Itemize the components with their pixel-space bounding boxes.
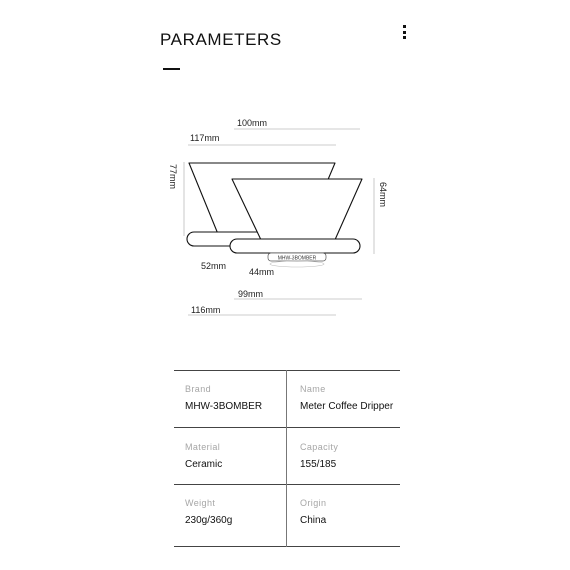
spec-value: China	[300, 515, 327, 526]
dim-label-base-large: 52mm	[201, 261, 227, 271]
dim-label-bottom-small: 99mm	[238, 289, 264, 299]
table-divider	[174, 370, 400, 371]
spec-weight	[185, 498, 232, 526]
spec-label: Capacity	[300, 442, 339, 452]
spec-label: Brand	[185, 384, 212, 394]
spec-name	[300, 384, 393, 412]
spec-label: Name	[300, 384, 326, 394]
spec-label: Origin	[300, 498, 327, 508]
spec-material	[185, 442, 222, 470]
dim-label-height-small: 64mm	[378, 182, 388, 208]
dim-label-bottom-large: 116mm	[191, 305, 221, 315]
table-divider	[174, 427, 400, 428]
spec-value: 155/185	[300, 459, 337, 470]
table-divider	[174, 484, 400, 485]
spec-value: Meter Coffee Dripper	[300, 401, 394, 412]
dripper-base-label: MHW-3BOMBER	[277, 255, 317, 262]
dim-label-top-large: 117mm	[190, 133, 220, 143]
page-title: PARAMETERS	[160, 30, 282, 49]
spec-brand	[185, 384, 262, 412]
table-column-divider	[286, 370, 287, 547]
table-divider	[174, 546, 400, 547]
spec-value: MHW-3BOMBER	[185, 401, 263, 412]
spec-value: 230g/360g	[185, 515, 233, 526]
dim-label-top-small: 100mm	[237, 118, 268, 128]
spec-capacity	[300, 442, 338, 470]
spec-label: Material	[185, 442, 221, 452]
dim-label-base-small: 44mm	[249, 267, 275, 277]
spec-origin	[300, 498, 326, 526]
dim-label-height-large: 77mm	[168, 164, 178, 190]
spec-label: Weight	[185, 498, 216, 508]
spec-table	[174, 370, 400, 547]
spec-value: Ceramic	[185, 459, 223, 470]
